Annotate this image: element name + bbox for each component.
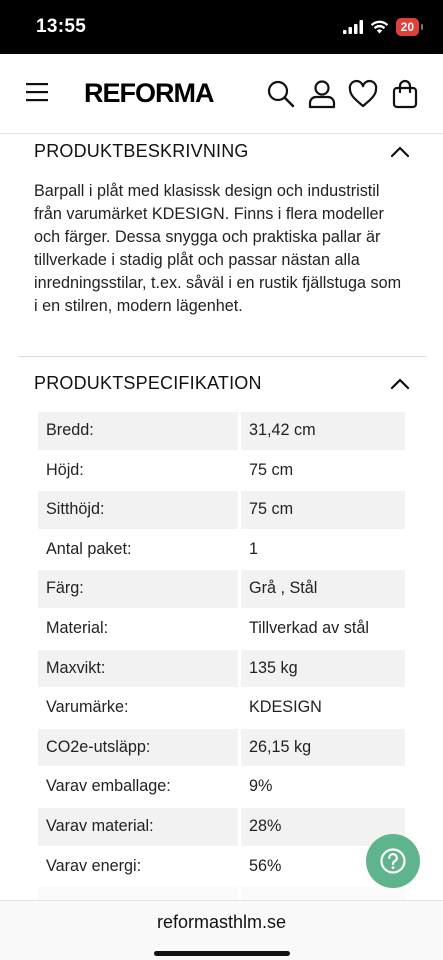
status-icons [343, 18, 419, 36]
spec-value: 9% [249, 777, 273, 796]
spec-label: Sitthöjd: [38, 491, 238, 529]
help-button[interactable] [366, 834, 420, 888]
table-row [38, 531, 405, 571]
url-text[interactable]: reformasthlm.se [156, 912, 287, 932]
table-row [38, 848, 405, 888]
shopping-bag-icon[interactable] [389, 78, 421, 110]
spec-value: Grå , Stål [241, 570, 405, 608]
question-mark-icon [379, 847, 407, 875]
spec-label: Varav energi: [46, 856, 142, 875]
section-title: PRODUKTSPECIFIKATION [34, 373, 262, 393]
product-description-text: Barpall i plåt med klasissk design och industristil från varumärket KDESIGN. Finns i flera modeller och färger. Dessa snygga och praktiska pallar är tillverkade i stadig plåt och passar nästan alla inredningsstilar, t.ex. såväl i en rustik fjällstuga som i en stilren, modern lägenhet. [34, 182, 402, 315]
home-indicator [154, 951, 290, 956]
wifi-icon [370, 20, 389, 34]
status-time: 13:55 [36, 16, 87, 37]
site-header [0, 54, 443, 134]
chevron-up-icon[interactable] [390, 144, 410, 158]
spec-value: KDESIGN [249, 698, 322, 717]
battery-icon: 20 [396, 18, 419, 36]
spec-label: Färg: [38, 570, 238, 608]
spec-value: 75 cm [249, 460, 294, 479]
table-row [38, 412, 405, 452]
cellular-signal-icon [343, 20, 363, 34]
spec-value: 1 [249, 539, 259, 558]
spec-label: Antal paket: [46, 539, 132, 558]
table-row [38, 491, 405, 531]
spec-value: 28% [241, 808, 405, 846]
spec-value: 56% [249, 856, 282, 875]
search-icon[interactable] [265, 78, 297, 110]
table-row [38, 689, 405, 729]
hamburger-menu-icon[interactable] [22, 80, 54, 106]
table-row [38, 610, 405, 650]
product-description-header[interactable] [18, 132, 426, 172]
spec-label: Höjd: [46, 460, 84, 479]
spec-label: Varav emballage: [46, 777, 171, 796]
spec-label: Material: [46, 618, 109, 637]
spec-value: 75 cm [241, 491, 405, 529]
table-row [38, 808, 405, 848]
spec-value: 26,15 kg [241, 729, 405, 767]
spec-value: Tillverkad av stål [249, 618, 369, 637]
chevron-up-icon[interactable] [390, 376, 410, 390]
table-row [38, 650, 405, 690]
spec-label: CO2e-utsläpp: [38, 729, 238, 767]
section-title: PRODUKTBESKRIVNING [34, 141, 249, 161]
table-row [38, 768, 405, 808]
spec-label: Varav material: [38, 808, 238, 846]
spec-label: Bredd: [38, 412, 238, 450]
product-specification-header[interactable] [18, 364, 426, 404]
account-icon[interactable] [306, 78, 338, 110]
specification-table [38, 412, 405, 927]
spec-label: Maxvikt: [38, 650, 238, 688]
browser-address-bar[interactable] [0, 900, 443, 960]
status-bar [0, 0, 443, 54]
spec-value: 31,42 cm [241, 412, 405, 450]
spec-value: 135 kg [241, 650, 405, 688]
table-row [38, 729, 405, 769]
spec-label: Varumärke: [46, 698, 129, 717]
table-row [38, 570, 405, 610]
reforma-logo[interactable]: REFORMA [84, 78, 214, 108]
table-row [38, 452, 405, 492]
wishlist-heart-icon[interactable] [347, 78, 379, 110]
section-divider [18, 356, 426, 357]
